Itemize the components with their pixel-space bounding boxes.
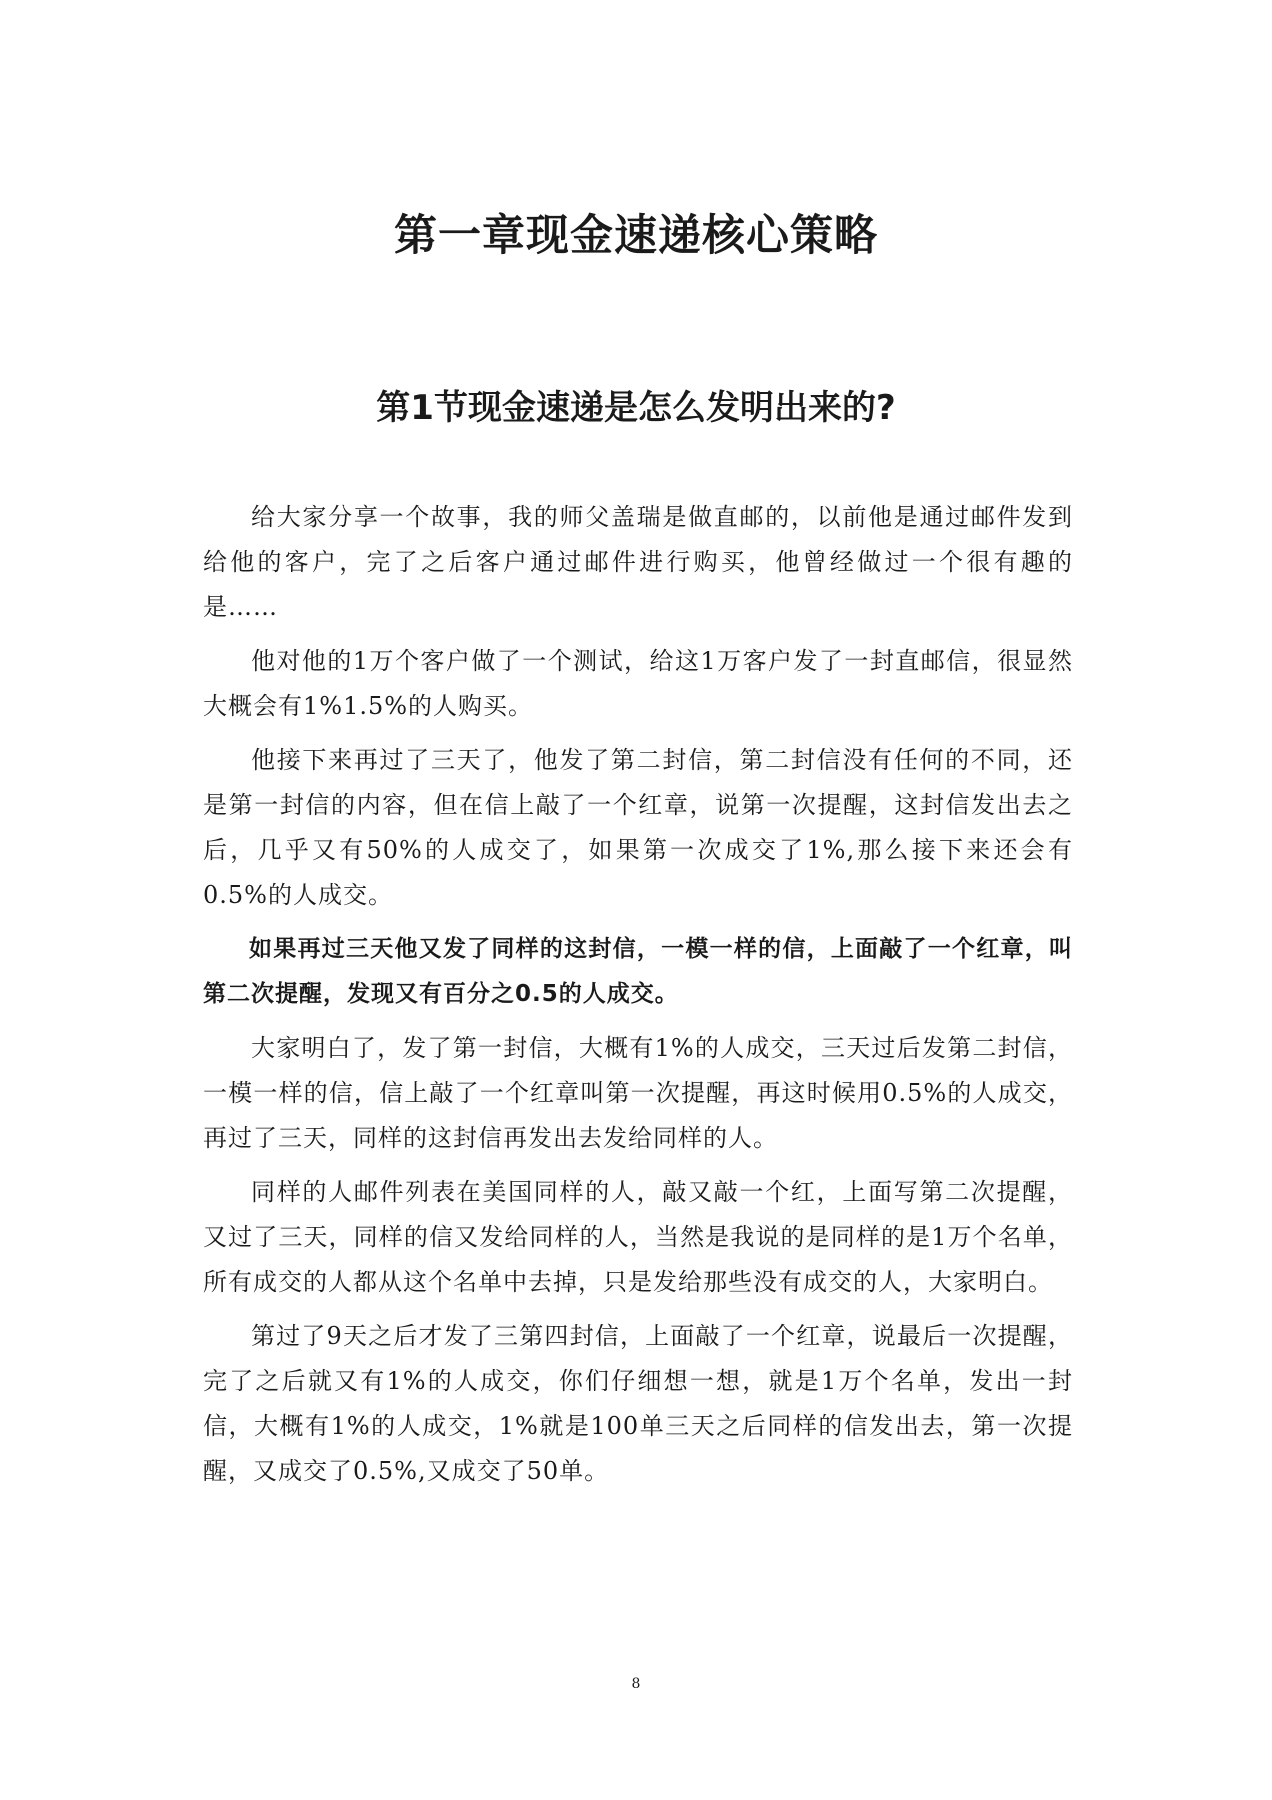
- paragraph: 第过了9天之后才发了三第四封信，上面敲了一个红章，说最后一次提醒，完了之后就又有1%的人成交，你们仔细想一想，就是1万个名单，发出一封信，大概有1%的人成交，1%就是100单三天之后同样的信发出去，第一次提醒，又成交了0.5%,又成交了50单。: [203, 1322, 1073, 1485]
- paragraph: 他对他的1万个客户做了一个测试，给这1万客户发了一封直邮信，很显然大概会有1%1.5%的人购买。: [203, 647, 1073, 720]
- chapter-title: 第一章现金速递核心策略: [394, 211, 878, 261]
- paragraph: 同样的人邮件列表在美国同样的人，敲又敲一个红，上面写第二次提醒，又过了三天，同样的信又发给同样的人，当然是我说的是同样的是1万个名单，所有成交的人都从这个名单中去掉，只是发给那些没有成交的人，大家明白。: [203, 1178, 1073, 1296]
- body-text: [203, 495, 1073, 1503]
- paragraph: 他接下来再过了三天了，他发了第二封信，第二封信没有任何的不同，还是第一封信的内容，但在信上敲了一个红章，说第一次提醒，这封信发出去之后，几乎又有50%的人成交了，如果第一次成交了1%,那么接下来还会有0.5%的人成交。: [203, 746, 1073, 909]
- page-number: 8: [631, 1676, 641, 1692]
- paragraph-bold: 如果再过三天他又发了同样的这封信，一模一样的信，上面敲了一个红章，叫第二次提醒，发现又有百分之0.5的人成交。: [203, 936, 1073, 1007]
- paragraph: 大家明白了，发了第一封信，大概有1%的人成交，三天过后发第二封信，一模一样的信，信上敲了一个红章叫第一次提醒，再这时候用0.5%的人成交，再过了三天，同样的这封信再发出去发给同样的人。: [203, 1034, 1073, 1152]
- section-title: 第1节现金速递是怎么发明出来的?: [376, 388, 896, 428]
- paragraph: 给大家分享一个故事，我的师父盖瑞是做直邮的，以前他是通过邮件发到给他的客户，完了之后客户通过邮件进行购买，他曾经做过一个很有趣的是……: [203, 503, 1073, 621]
